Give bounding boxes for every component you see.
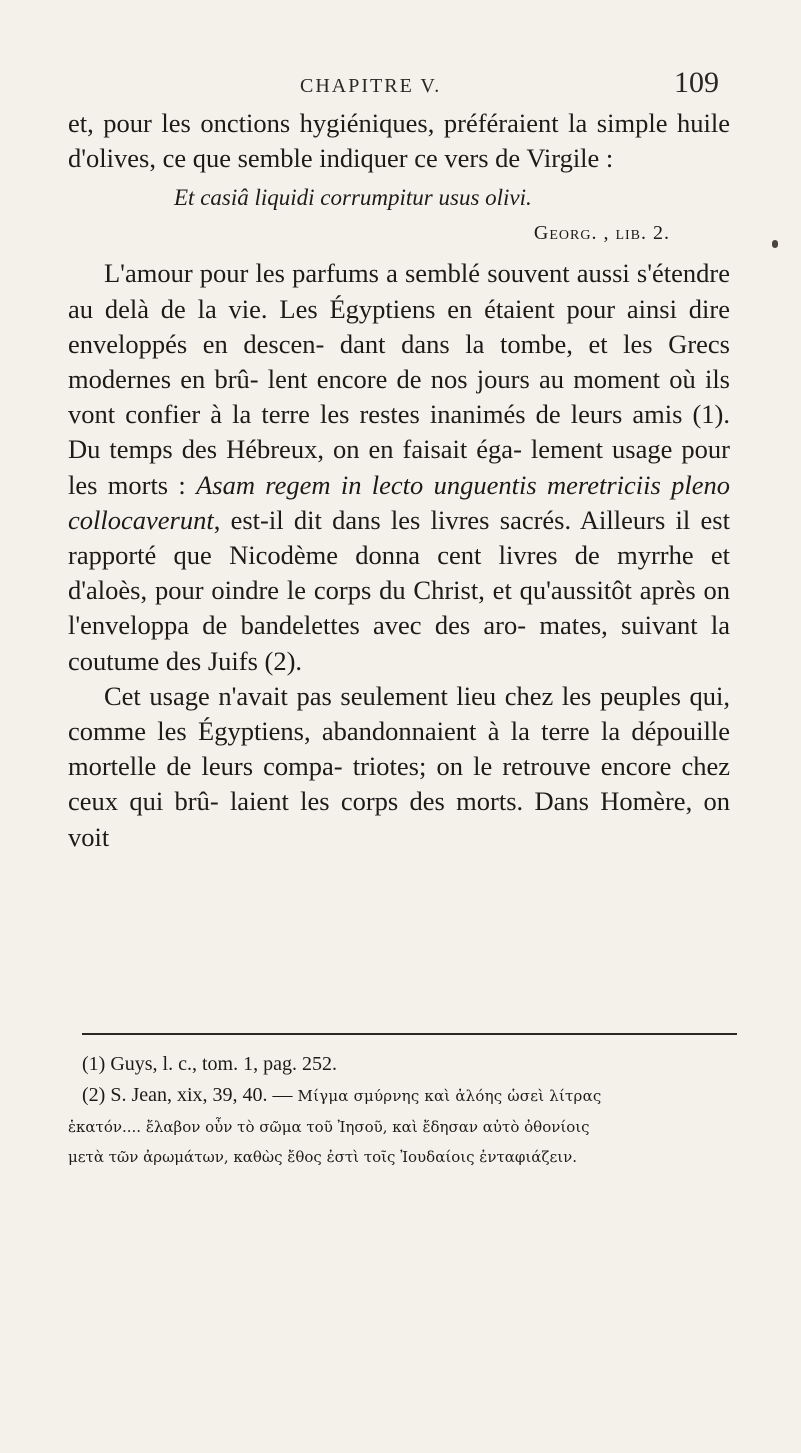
margin-ink-mark (772, 240, 778, 248)
chapter-title: CHAPITRE V. (300, 75, 442, 97)
latin-quote: Asam regem in lecto unguentis meretriciis pleno collocaverunt (68, 469, 730, 535)
footnote-2-greek-3: μετὰ τῶν ἀρωμάτων, καθὼς ἔθος ἐστὶ τοῖς Ἰουδαίοις ἐνταφιάζειν. (68, 1148, 578, 1166)
footnote-2-greek-1: Μίγμα σμύρνης καὶ ἀλόης ὡσεὶ λίτρας (297, 1087, 602, 1105)
footnote-2-ref: (2) S. Jean, xix, 39, 40. — (82, 1084, 298, 1106)
footnote-2 (68, 1080, 733, 1112)
page-number: 109 (674, 66, 719, 99)
footnote-1: (1) Guys, l. c., tom. 1, pag. 252. (82, 1053, 337, 1075)
footnote-rule (82, 1033, 737, 1035)
verse-source: Georg. , lib. 2. (533, 222, 670, 245)
paragraph-1: et, pour les onctions hygiéniques, préféraient la simple huile d'olives, ce que semble indiquer ce vers de Virgile : (68, 108, 730, 174)
footnote-2-greek-2: ἑκατόν.... ἔλαβον οὖν τὸ σῶμα τοῦ Ἰησοῦ, καὶ ἔδησαν αὐτὸ ὀθονίοις (68, 1118, 590, 1136)
running-head (300, 66, 719, 100)
paragraph-3: Cet usage n'avait pas seulement lieu chez les peuples qui, comme les Égyptiens, abandonnaient à la terre la dépouille mortelle de leurs compa- triotes; on le retrouve encore chez ceux qui brû- laient les corps des morts. Dans Homère, on voit (68, 680, 730, 852)
virgil-verse: Et casiâ liquidi corrumpitur usus olivi. (174, 185, 532, 211)
paragraph-2-text-a: L'amour pour les parfums a semblé souvent aussi s'étendre au delà de la vie. Les Égyptiens en étaient pour ainsi dire enveloppés en descen- dant dans la tombe, et les Grecs modernes en brû- lent encore de nos jours au moment où ils vont confier à la terre les restes inanimés de leurs amis (1). Du temps des Hébreux, on en faisait éga- lement usage pour les morts : (68, 258, 730, 500)
footnotes (68, 1049, 733, 1172)
main-text (68, 106, 730, 855)
paragraph-2-text-b: , est-il dit dans les livres sacrés. Ailleurs il est rapporté que Nicodème donna cent livres de myrrhe et d'aloès, pour oindre le corps du Christ, et qu'aussitôt après on l'enveloppa de bandelettes avec des aro- mates, suivant la coutume des Juifs (2). (68, 504, 730, 676)
paragraph-2 (68, 256, 730, 678)
